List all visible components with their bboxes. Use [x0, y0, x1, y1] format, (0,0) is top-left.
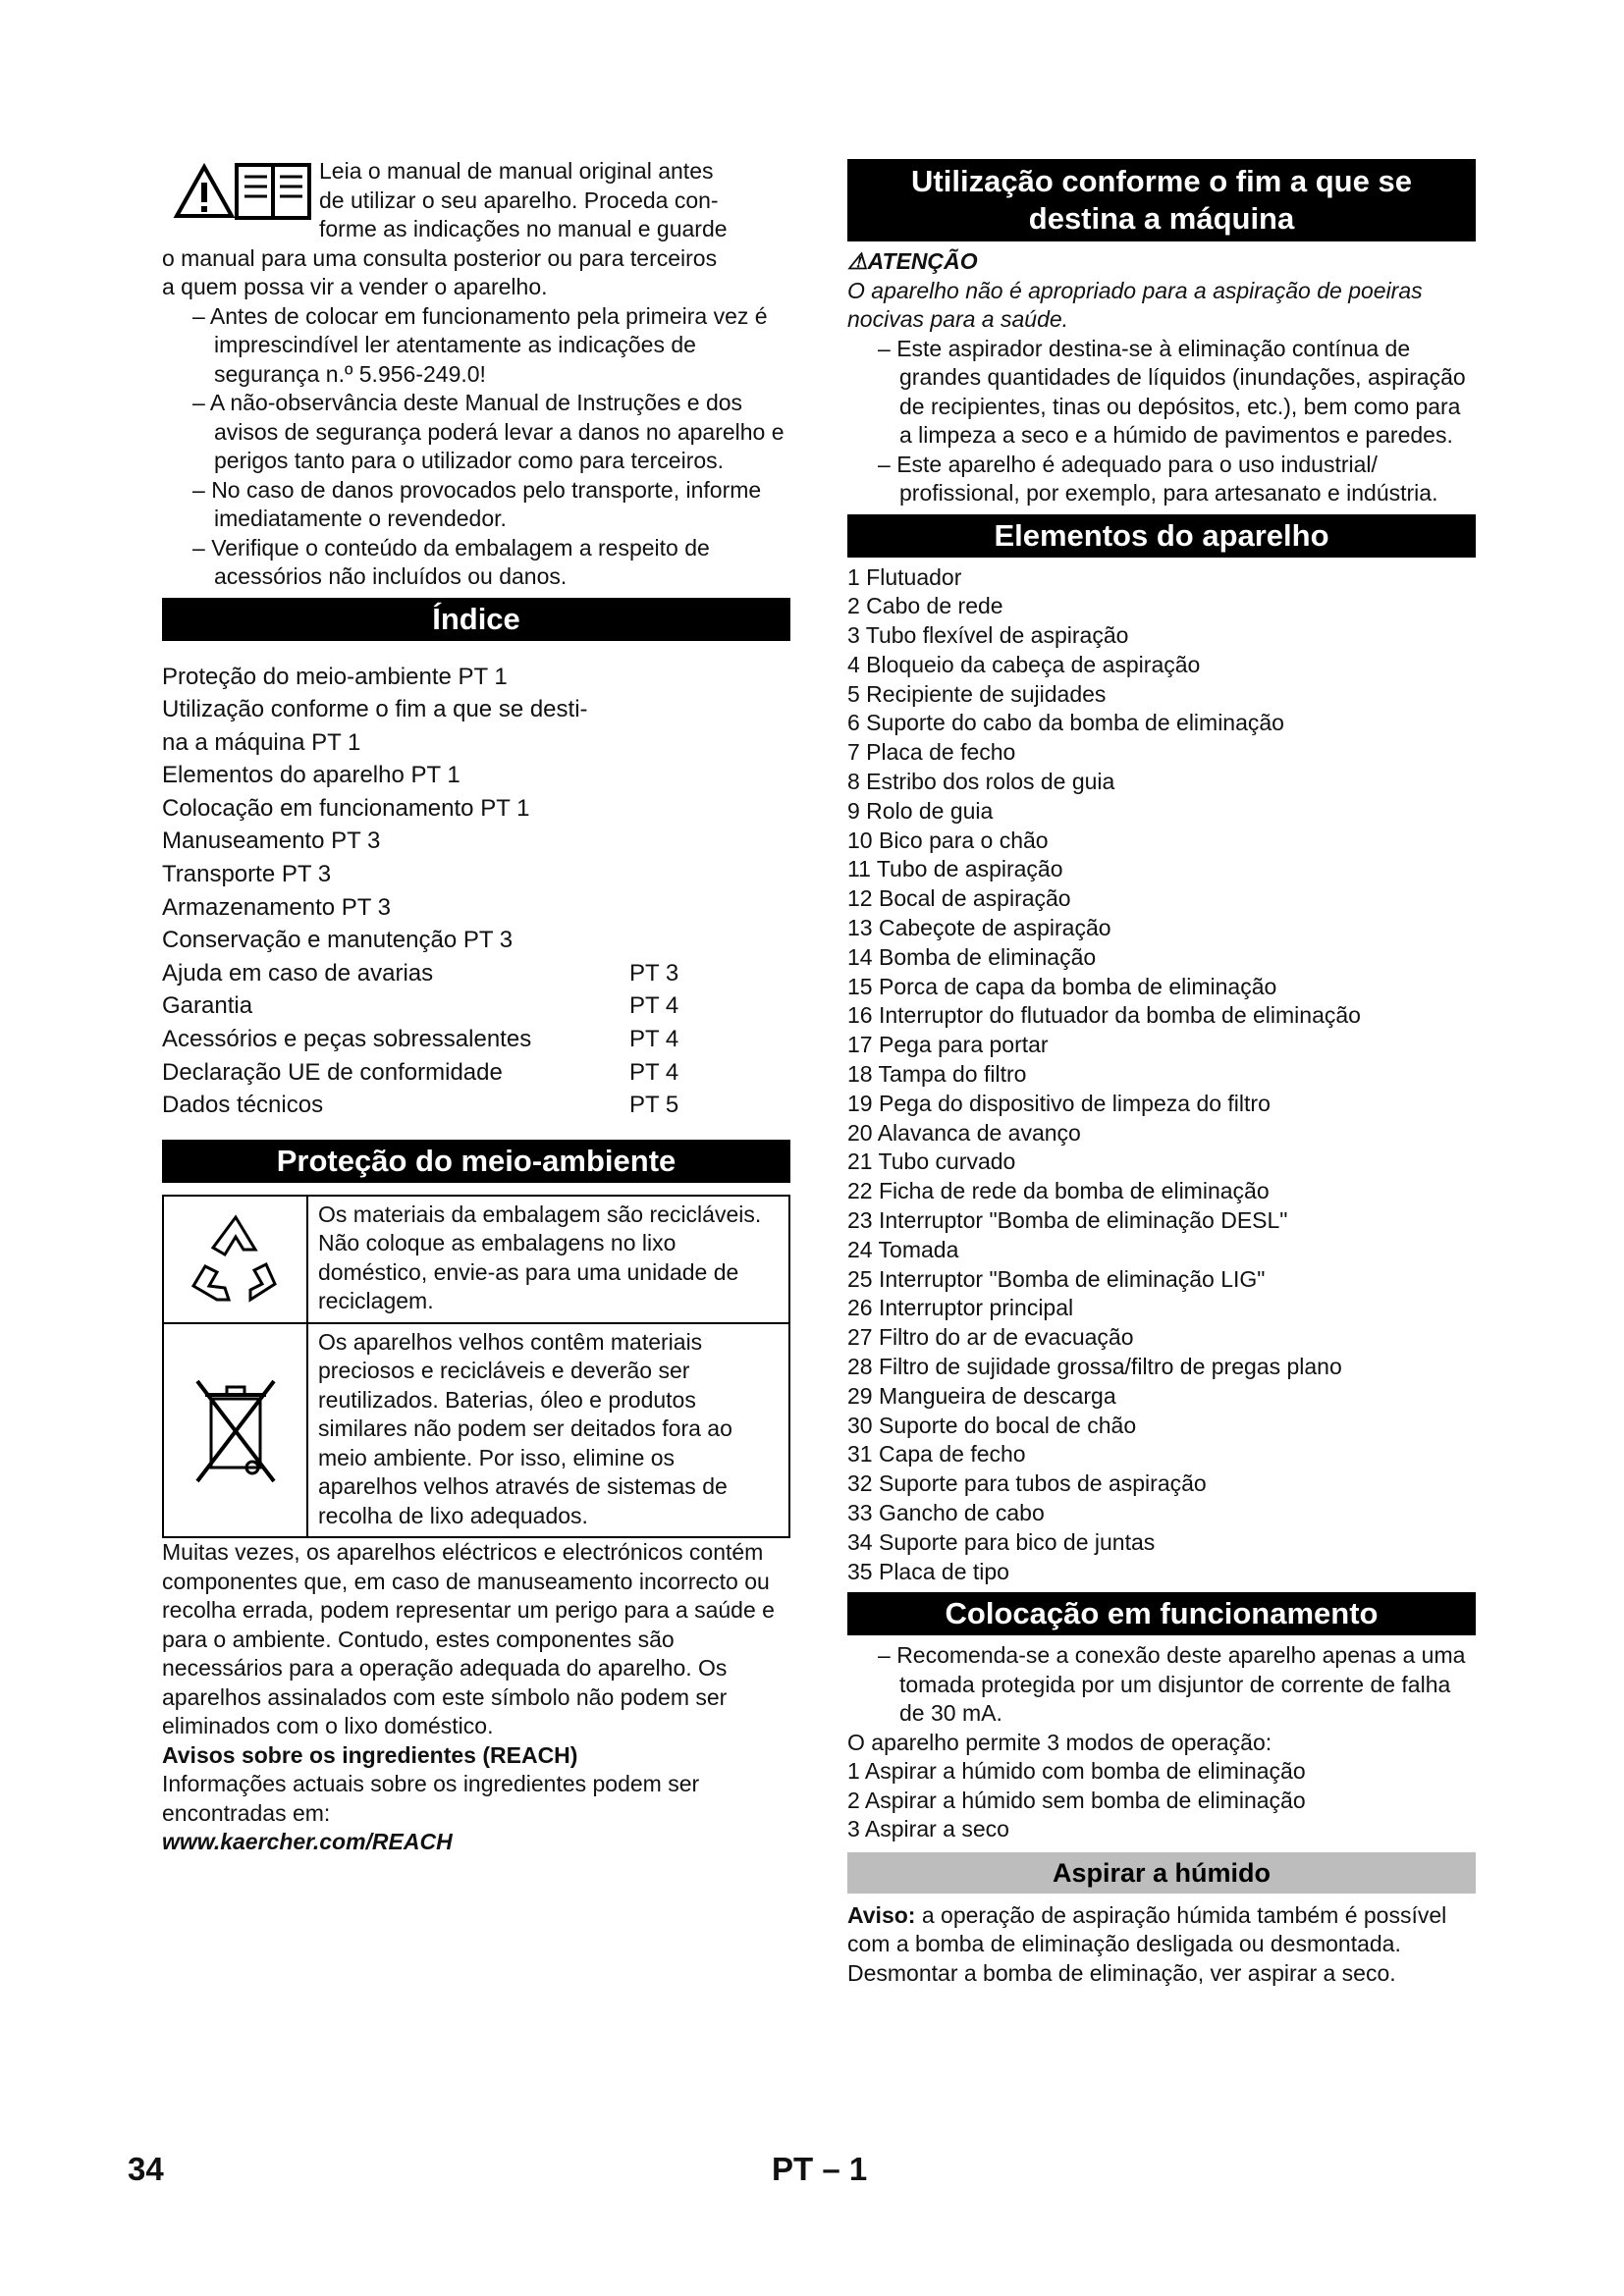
element-item: 3 Tubo flexível de aspiração: [847, 622, 1129, 649]
toc-entry[interactable]: [162, 792, 790, 826]
toc-label: Transporte PT 3: [162, 861, 332, 888]
intro-bullet: – No caso de danos provocados pelo transporte, informe imediatamente o revendedor.: [192, 476, 762, 531]
env-row-bin: [164, 1322, 788, 1537]
element-item: 12 Bocal de aspiração: [847, 885, 1071, 912]
intro-bullet: – A não-observância deste Manual de Instruções e dos avisos de segurança poderá levar a danos no aparelho e perigos tanto para o utilizador como para terceiros.: [192, 390, 785, 473]
element-item: 22 Ficha de rede da bomba de eliminação: [847, 1178, 1270, 1204]
element-item: 31 Capa de fecho: [847, 1441, 1026, 1468]
toc-label: Elementos do aparelho PT 1: [162, 762, 460, 789]
mode-item: 1 Aspirar a húmido com bomba de eliminação: [847, 1758, 1306, 1785]
element-item: 29 Mangueira de descarga: [847, 1382, 1116, 1409]
mode-item: 2 Aspirar a húmido sem bomba de eliminação: [847, 1787, 1306, 1813]
element-item: 35 Placa de tipo: [847, 1558, 1009, 1584]
toc-label: na a máquina PT 1: [162, 728, 361, 756]
elements-list: [847, 563, 1476, 1587]
element-item: 1 Flutuador: [847, 563, 962, 590]
toc-label: Declaração UE de conformidade: [162, 1058, 503, 1086]
toc-label: Colocação em funcionamento PT 1: [162, 794, 530, 822]
toc-entry[interactable]: [162, 1023, 790, 1056]
element-item: 16 Interruptor do flutuador da bomba de eliminação: [847, 1002, 1361, 1029]
env-row-recycle: [164, 1197, 788, 1322]
mode-item: 3 Aspirar a seco: [847, 1816, 1009, 1842]
element-item: 8 Estribo dos rolos de guia: [847, 769, 1115, 795]
element-item: 5 Recipiente de sujidades: [847, 680, 1107, 707]
startup-heading: Colocação em funcionamento: [847, 1592, 1476, 1635]
warning-text: O aparelho não é apropriado para a aspiração de poeiras nocivas para a saúde.: [847, 277, 1423, 332]
modes-intro: O aparelho permite 3 modos de operação:: [847, 1729, 1272, 1755]
warning-icon: ⚠: [847, 248, 868, 274]
right-column: [847, 159, 1476, 1988]
toc-entry[interactable]: [162, 759, 790, 792]
page-number: 34: [128, 2151, 164, 2187]
reach-text: Informações actuais sobre os ingredientes podem ser encontradas em:: [162, 1771, 700, 1826]
element-item: 6 Suporte do cabo da bomba de eliminação: [847, 710, 1284, 736]
toc-entry[interactable]: [162, 661, 790, 694]
toc-entry[interactable]: [162, 693, 790, 726]
element-item: 25 Interruptor "Bomba de eliminação LIG": [847, 1265, 1266, 1292]
intended-use-heading: Utilização conforme o fim a que se destina a máquina: [847, 159, 1476, 241]
toc-page: PT 4: [629, 992, 679, 1020]
recycle-text: Os materiais da embalagem são recicláveis. Não coloque as embalagens no lixo doméstico, envie-as para uma unidade de reciclagem.: [318, 1201, 762, 1314]
element-item: 20 Alavanca de avanço: [847, 1119, 1081, 1146]
bin-text: Os aparelhos velhos contêm materiais preciosos e recicláveis e deverão ser reutilizados. Baterias, óleo e produtos similares não podem ser deitados fora ao meio ambiente. Por isso, elimine os aparelhos velhos através de sistemas de recolha de lixo adequados.: [318, 1328, 732, 1528]
element-item: 17 Pega para portar: [847, 1032, 1049, 1058]
toc-label: Conservação e manutenção PT 3: [162, 927, 514, 954]
element-item: 34 Suporte para bico de juntas: [847, 1528, 1156, 1555]
toc-entry[interactable]: [162, 726, 790, 760]
recycle-icon: [164, 1197, 308, 1322]
intro-line: a quem possa vir a vender o aparelho.: [162, 274, 548, 299]
intro-line: forme as indicações no manual e guarde: [319, 216, 728, 241]
element-item: 18 Tampa do filtro: [847, 1061, 1027, 1088]
environment-table: [162, 1195, 790, 1539]
element-item: 9 Rolo de guia: [847, 797, 994, 824]
element-item: 28 Filtro de sujidade grossa/filtro de pregas plano: [847, 1354, 1342, 1380]
element-item: 4 Bloqueio da cabeça de aspiração: [847, 651, 1201, 677]
toc-label: Proteção do meio-ambiente PT 1: [162, 663, 508, 690]
element-item: 15 Porca de capa da bomba de eliminação: [847, 973, 1277, 999]
environment-paragraph: Muitas vezes, os aparelhos eléctricos e electrónicos contém componentes que, em caso de manuseamento incorrecto ou recolha errada, podem representar um perigo para a saúde e para o ambiente. Contudo, estes componentes são necessários para a operação adequada do aparelho. Os aparelhos assinalados com este símbolo não podem ser eliminados com o lixo doméstico.: [162, 1539, 775, 1739]
intro-line: Leia o manual de manual original antes: [319, 158, 714, 184]
toc-page: PT 3: [629, 959, 679, 987]
toc-label: Manuseamento PT 3: [162, 828, 381, 855]
elements-heading: Elementos do aparelho: [847, 514, 1476, 558]
reach-link[interactable]: www.kaercher.com/REACH: [162, 1829, 453, 1855]
toc-label: Garantia: [162, 992, 253, 1020]
intro-bullet: – Antes de colocar em funcionamento pela primeira vez é imprescindível ler atentamente as indicações de segurança n.º 5.956-249.0!: [192, 302, 768, 387]
element-item: 10 Bico para o chão: [847, 827, 1049, 853]
warning-label: ⚠ATENÇÃO: [847, 248, 978, 274]
toc-entry[interactable]: [162, 1089, 790, 1122]
page-code: PT – 1: [772, 2151, 868, 2187]
toc-entry[interactable]: [162, 825, 790, 858]
element-item: 7 Placa de fecho: [847, 739, 1016, 766]
read-manual-icon: [172, 161, 319, 220]
element-item: 26 Interruptor principal: [847, 1295, 1074, 1321]
intro-bullet: – Verifique o conteúdo da embalagem a respeito de acessórios não incluídos ou danos.: [192, 534, 710, 589]
element-item: 2 Cabo de rede: [847, 593, 1003, 619]
element-item: 24 Tomada: [847, 1236, 959, 1262]
crossed-bin-icon: [164, 1324, 308, 1537]
table-of-contents: [162, 661, 790, 1122]
element-item: 33 Gancho de cabo: [847, 1500, 1045, 1525]
use-bullet: – Este aparelho é adequado para o uso industrial/ profissional, por exemplo, para artesanato e indústria.: [878, 451, 1438, 506]
intro-line: o manual para uma consulta posterior ou para terceiros: [162, 244, 718, 271]
toc-label: Ajuda em caso de avarias: [162, 959, 434, 987]
toc-entry[interactable]: [162, 858, 790, 891]
intro-block: [162, 157, 790, 592]
toc-page: PT 4: [629, 1026, 679, 1053]
element-item: 14 Bomba de eliminação: [847, 943, 1097, 970]
toc-page: PT 4: [629, 1058, 679, 1086]
element-item: 11 Tubo de aspiração: [847, 856, 1063, 882]
element-item: 19 Pega do dispositivo de limpeza do filtro: [847, 1090, 1271, 1116]
intro-line: de utilizar o seu aparelho. Proceda con-: [319, 187, 719, 213]
element-item: 21 Tubo curvado: [847, 1148, 1016, 1175]
toc-label: Acessórios e peças sobressalentes: [162, 1026, 532, 1053]
left-column: [162, 157, 790, 1857]
toc-label: Dados técnicos: [162, 1092, 324, 1119]
wet-heading: Aspirar a húmido: [847, 1852, 1476, 1894]
toc-entry[interactable]: [162, 924, 790, 957]
toc-entry[interactable]: [162, 957, 790, 990]
index-heading: Índice: [162, 598, 790, 641]
environment-heading: Proteção do meio-ambiente: [162, 1140, 790, 1183]
startup-bullet: – Recomenda-se a conexão deste aparelho apenas a uma tomada protegida por um disjuntor de corrente de falha de 30 mA.: [878, 1642, 1466, 1727]
toc-entry[interactable]: [162, 1056, 790, 1090]
element-item: 30 Suporte do bocal de chão: [847, 1412, 1137, 1438]
toc-entry[interactable]: [162, 989, 790, 1023]
toc-label: Armazenamento PT 3: [162, 893, 392, 921]
element-item: 27 Filtro do ar de evacuação: [847, 1324, 1134, 1351]
element-item: 13 Cabeçote de aspiração: [847, 915, 1111, 941]
element-item: 32 Suporte para tubos de aspiração: [847, 1470, 1207, 1497]
toc-page: PT 5: [629, 1092, 679, 1119]
toc-entry[interactable]: [162, 891, 790, 925]
use-bullet: – Este aspirador destina-se à eliminação contínua de grandes quantidades de líquidos (inundações, aspiração de recipientes, tinas ou depósitos, etc.), bem como para a limpeza a seco e a húmido de pavimentos e paredes.: [878, 335, 1466, 448]
reach-heading: Avisos sobre os ingredientes (REACH): [162, 1741, 578, 1768]
element-item: 23 Interruptor "Bomba de eliminação DESL": [847, 1207, 1288, 1234]
wet-note: Aviso: a operação de aspiração húmida também é possível com a bomba de eliminação desligada ou desmontada. Desmontar a bomba de eliminação, ver aspirar a seco.: [847, 1901, 1447, 1986]
toc-label: Utilização conforme o fim a que se desti-: [162, 696, 588, 723]
